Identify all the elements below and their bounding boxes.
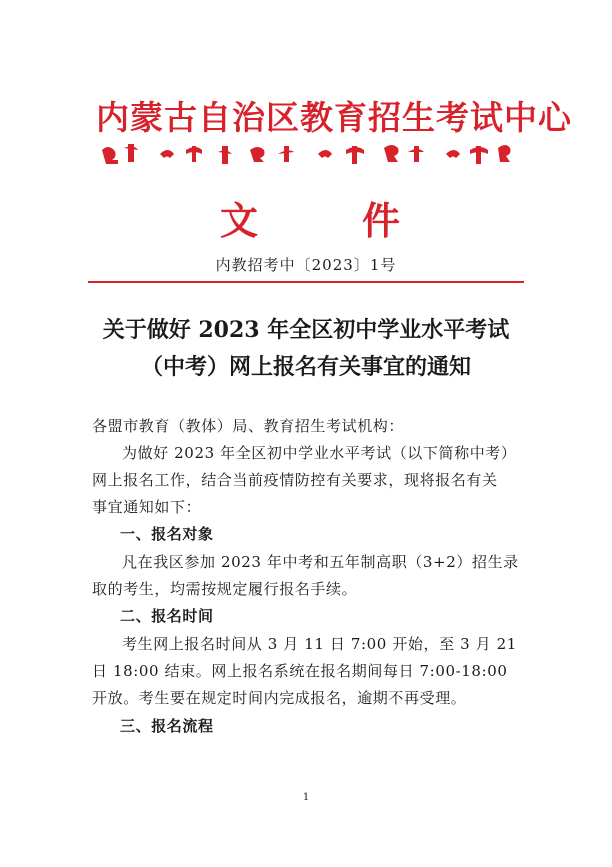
document-number: 内教招考中〔2023〕1号 bbox=[215, 256, 397, 274]
section-heading: 二、报名时间 bbox=[120, 607, 214, 625]
section-heading: 三、报名流程 bbox=[120, 717, 214, 735]
section-body-line: 取的考生，均需按规定履行报名手续。 bbox=[92, 580, 358, 598]
page-number: 1 bbox=[302, 792, 310, 803]
section-body-line: 凡在我区参加 2023 年中考和五年制高职（3+2）招生录 bbox=[122, 553, 519, 571]
intro-line: 为做好 2023 年全区初中学业水平考试（以下简称中考） bbox=[122, 444, 517, 462]
document-type-heading bbox=[180, 190, 440, 245]
intro-line: 事宜通知如下： bbox=[92, 498, 202, 516]
doc-type-char-2: 件 bbox=[361, 198, 400, 243]
section-body-line: 日 18:00 结束。网上报名系统在报名期间每日 7:00-18:00 bbox=[92, 662, 508, 680]
section-body-line: 考生网上报名时间从 3 月 11 日 7:00 开始，至 3 月 21 bbox=[122, 635, 517, 653]
mongolian-script-org-name bbox=[100, 136, 512, 170]
notice-title-line-2: （中考）网上报名有关事宜的通知 bbox=[140, 354, 471, 380]
doc-type-char-1: 文 bbox=[220, 198, 259, 243]
intro-line: 网上报名工作，结合当前疫情防控有关要求，现将报名有关 bbox=[92, 471, 498, 489]
section-heading: 一、报名对象 bbox=[120, 525, 214, 543]
recipient-line: 各盟市教育（教体）局、教育招生考试机构： bbox=[92, 417, 405, 435]
section-body-line: 开放。考生要在规定时间内完成报名，逾期不再受理。 bbox=[92, 689, 467, 707]
issuing-organization-name: 内蒙古自治区教育招生考试中心 bbox=[96, 98, 572, 137]
notice-title-line-1: 关于做好 2023 年全区初中学业水平考试 bbox=[102, 317, 510, 343]
red-divider-line bbox=[88, 281, 524, 283]
